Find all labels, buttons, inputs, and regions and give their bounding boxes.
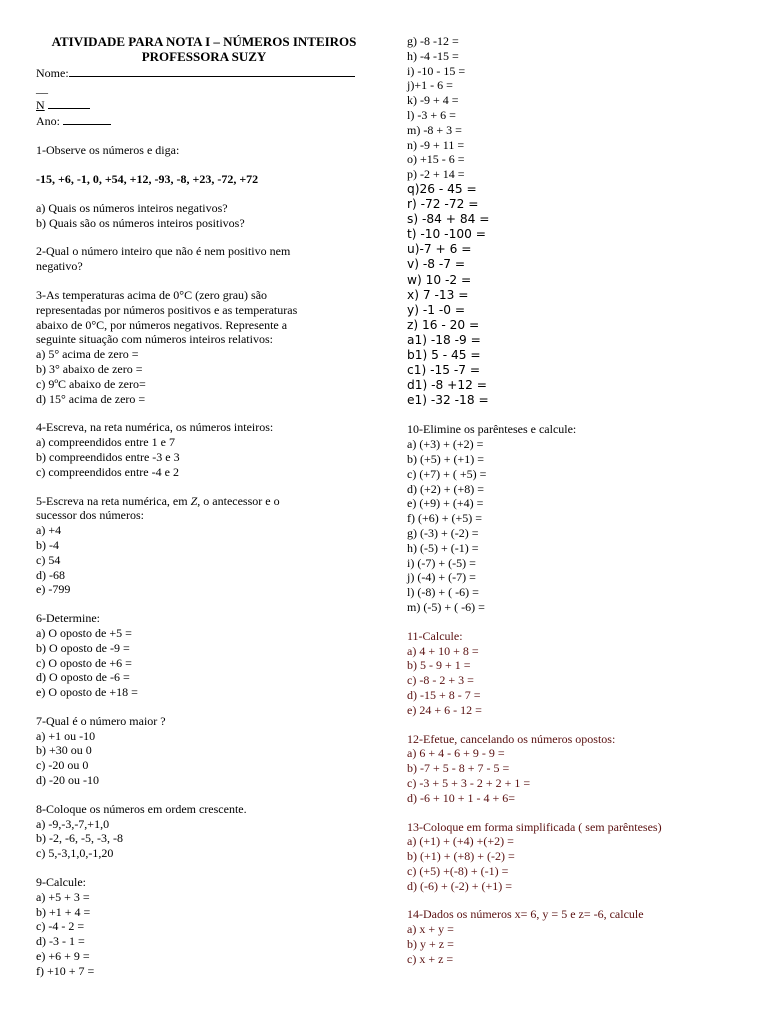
q10-item: h) (-5) + (-1) = xyxy=(407,540,479,555)
q2-prompt-line2: negativo? xyxy=(36,259,83,274)
q1-item-b: b) Quais são os números inteiros positivos? xyxy=(36,215,245,230)
q10-item: g) (-3) + (-2) = xyxy=(407,525,479,540)
q9-item: e) +6 + 9 = xyxy=(36,949,90,964)
q9-item: n) -9 + 11 = xyxy=(407,137,465,152)
q9-item: t) -10 -100 = xyxy=(407,227,486,242)
q5-prompt-pre: 5-Escreva na reta numérica, em xyxy=(36,493,191,508)
q14-item: a) x + y = xyxy=(407,922,454,937)
name-label: Nome: xyxy=(36,66,69,80)
q14-item: b) y + z = xyxy=(407,937,454,952)
q10-item: a) (+3) + (+2) = xyxy=(407,437,484,452)
right-column xyxy=(407,34,747,967)
q1-numbers: -15, +6, -1, 0, +54, +12, -93, -8, +23, -72, +72 xyxy=(36,171,259,186)
q13-prompt: 13-Coloque em forma simplificada ( sem parênteses) xyxy=(407,819,662,834)
q7-item-b: b) +30 ou 0 xyxy=(36,743,92,758)
q6-item-c: c) O oposto de +6 = xyxy=(36,655,132,670)
q5-prompt-post: , o antecessor e o xyxy=(197,493,280,508)
page-title: ATIVIDADE PARA NOTA I – NÚMEROS INTEIROS xyxy=(51,34,357,49)
q5-item-a: a) +4 xyxy=(36,523,62,538)
teacher-name: PROFESSORA SUZY xyxy=(141,49,267,64)
q5-prompt-line2: sucessor dos números: xyxy=(36,508,144,523)
q10-item: c) (+7) + ( +5) = xyxy=(407,466,487,481)
q9-item: k) -9 + 4 = xyxy=(407,93,459,108)
left-column xyxy=(36,34,372,979)
q14-item: c) x + z = xyxy=(407,951,454,966)
q9-item: s) -84 + 84 = xyxy=(407,212,490,227)
q12-prompt: 12-Efetue, cancelando os números opostos: xyxy=(407,731,616,746)
q8-item-a: a) -9,-3,-7,+1,0 xyxy=(36,816,110,831)
year-field[interactable] xyxy=(63,112,111,125)
q9-item: j)+1 - 6 = xyxy=(407,78,453,93)
q3-prompt-line: representadas por números positivos e as temperaturas xyxy=(36,302,298,317)
q7-item-d: d) -20 ou -10 xyxy=(36,773,99,788)
q10-item: i) (-7) + (-5) = xyxy=(407,555,476,570)
q2-prompt-line1: 2-Qual o número inteiro que não é nem positivo nem xyxy=(36,244,291,259)
q10-item: f) (+6) + (+5) = xyxy=(407,511,483,526)
q9-item: w) 10 -2 = xyxy=(407,272,472,287)
q9-prompt: 9-Calcule: xyxy=(36,875,86,890)
q11-item: b) 5 - 9 + 1 = xyxy=(407,658,471,673)
q5-item-d: d) -68 xyxy=(36,567,65,582)
q12-item: a) 6 + 4 - 6 + 9 - 9 = xyxy=(407,746,505,761)
q3-item-d: d) 15° acima de zero = xyxy=(36,391,146,406)
number-label: N xyxy=(36,97,45,112)
q9-item: a) +5 + 3 = xyxy=(36,889,90,904)
year-field-row[interactable] xyxy=(36,112,372,129)
q9-item: u)-7 + 6 = xyxy=(407,242,472,257)
q9-item: y) -1 -0 = xyxy=(407,302,466,317)
q3-item-c: c) 9ºC abaixo de zero= xyxy=(36,376,146,391)
q3-prompt-line: seguinte situação com números inteiros relativos: xyxy=(36,332,273,347)
q12-item: b) -7 + 5 - 8 + 7 - 5 = xyxy=(407,761,510,776)
q12-item: c) -3 + 5 + 3 - 2 + 2 + 1 = xyxy=(407,775,531,790)
q4-item-c: c) compreendidos entre -4 e 2 xyxy=(36,464,179,479)
name-field[interactable] xyxy=(69,64,355,77)
q9-item: z) 16 - 20 = xyxy=(407,317,480,332)
q9-item: q)26 - 45 = xyxy=(407,181,477,196)
q9-item: v) -8 -7 = xyxy=(407,257,466,272)
q7-item-a: a) +1 ou -10 xyxy=(36,728,96,743)
q6-item-b: b) O oposto de -9 = xyxy=(36,640,130,655)
q6-item-e: e) O oposto de +18 = xyxy=(36,685,138,700)
q9-item: d) -3 - 1 = xyxy=(36,934,85,949)
q1-prompt: 1-Observe os números e diga: xyxy=(36,143,180,158)
q9-item: b) +1 + 4 = xyxy=(36,904,91,919)
year-label: Ano: xyxy=(36,114,60,129)
q11-item: a) 4 + 10 + 8 = xyxy=(407,643,479,658)
q10-item: e) (+9) + (+4) = xyxy=(407,496,484,511)
q9-item: i) -10 - 15 = xyxy=(407,63,466,78)
name-field-continuation: __ xyxy=(36,80,48,95)
q7-item-c: c) -20 ou 0 xyxy=(36,758,89,773)
q10-item: j) (-4) + (-7) = xyxy=(407,570,476,585)
q3-item-a: a) 5° acima de zero = xyxy=(36,347,139,362)
q8-item-c: c) 5,-3,1,0,-1,20 xyxy=(36,846,114,861)
q13-item: c) (+5) +(-8) + (-1) = xyxy=(407,863,509,878)
q4-item-a: a) compreendidos entre 1 e 7 xyxy=(36,435,175,450)
q6-item-a: a) O oposto de +5 = xyxy=(36,625,132,640)
number-field-row[interactable] xyxy=(36,96,372,113)
q11-prompt: 11-Calcule: xyxy=(407,628,463,643)
q8-item-b: b) -2, -6, -5, -3, -8 xyxy=(36,831,123,846)
q3-prompt-line: abaixo de 0°C, por números negativos. Represente a xyxy=(36,317,288,332)
q10-item: l) (-8) + ( -6) = xyxy=(407,585,479,600)
q13-item: d) (-6) + (-2) + (+1) = xyxy=(407,878,513,893)
q9-item: r) -72 -72 = xyxy=(407,197,479,212)
q3-prompt-line: 3-As temperaturas acima de 0°C (zero grau) são xyxy=(36,287,268,302)
q14-prompt: 14-Dados os números x= 6, y = 5 e z= -6, calcule xyxy=(407,907,644,922)
q5-prompt-line1 xyxy=(36,494,372,509)
q6-item-d: d) O oposto de -6 = xyxy=(36,670,130,685)
q9-item: h) -4 -15 = xyxy=(407,48,459,63)
q9-item: g) -8 -12 = xyxy=(407,34,459,48)
number-field[interactable] xyxy=(48,96,90,109)
q5-item-c: c) 54 xyxy=(36,552,61,567)
q9-item: x) 7 -13 = xyxy=(407,287,469,302)
q9-item: c1) -15 -7 = xyxy=(407,363,481,378)
q9-item: l) -3 + 6 = xyxy=(407,107,456,122)
q5-item-e: e) -799 xyxy=(36,582,71,597)
name-field-row[interactable] xyxy=(36,64,372,81)
q3-item-b: b) 3° abaixo de zero = xyxy=(36,361,143,376)
q7-prompt: 7-Qual é o número maior ? xyxy=(36,713,166,728)
q9-item: b1) 5 - 45 = xyxy=(407,348,481,362)
q11-item: e) 24 + 6 - 12 = xyxy=(407,702,482,717)
q10-item: b) (+5) + (+1) = xyxy=(407,451,485,466)
integer-set-symbol: Z xyxy=(190,493,198,508)
q8-prompt: 8-Coloque os números em ordem crescente. xyxy=(36,801,247,816)
q10-item: d) (+2) + (+8) = xyxy=(407,481,485,496)
q11-item: d) -15 + 8 - 7 = xyxy=(407,687,481,702)
q9-item: m) -8 + 3 = xyxy=(407,122,462,137)
q1-item-a: a) Quais os números inteiros negativos? xyxy=(36,200,228,215)
q9-item: e1) -32 -18 = xyxy=(407,393,489,408)
q9-item: p) -2 + 14 = xyxy=(407,167,465,182)
q9-item: c) -4 - 2 = xyxy=(36,919,85,934)
q5-item-b: b) -4 xyxy=(36,537,59,552)
q9-item: d1) -8 +12 = xyxy=(407,378,487,393)
q13-item: b) (+1) + (+8) + (-2) = xyxy=(407,849,515,864)
q9-item: f) +10 + 7 = xyxy=(36,963,95,978)
q9-item: a1) -18 -9 = xyxy=(407,332,481,347)
q10-prompt: 10-Elimine os parênteses e calcule: xyxy=(407,422,577,437)
q9-item: o) +15 - 6 = xyxy=(407,152,465,167)
q13-item: a) (+1) + (+4) +(+2) = xyxy=(407,834,514,849)
q4-item-b: b) compreendidos entre -3 e 3 xyxy=(36,449,180,464)
q10-item: m) (-5) + ( -6) = xyxy=(407,599,485,614)
q6-prompt: 6-Determine: xyxy=(36,611,100,626)
q11-item: c) -8 - 2 + 3 = xyxy=(407,673,474,688)
q12-item: d) -6 + 10 + 1 - 4 + 6= xyxy=(407,790,516,805)
q4-prompt: 4-Escreva, na reta numérica, os números inteiros: xyxy=(36,420,274,435)
